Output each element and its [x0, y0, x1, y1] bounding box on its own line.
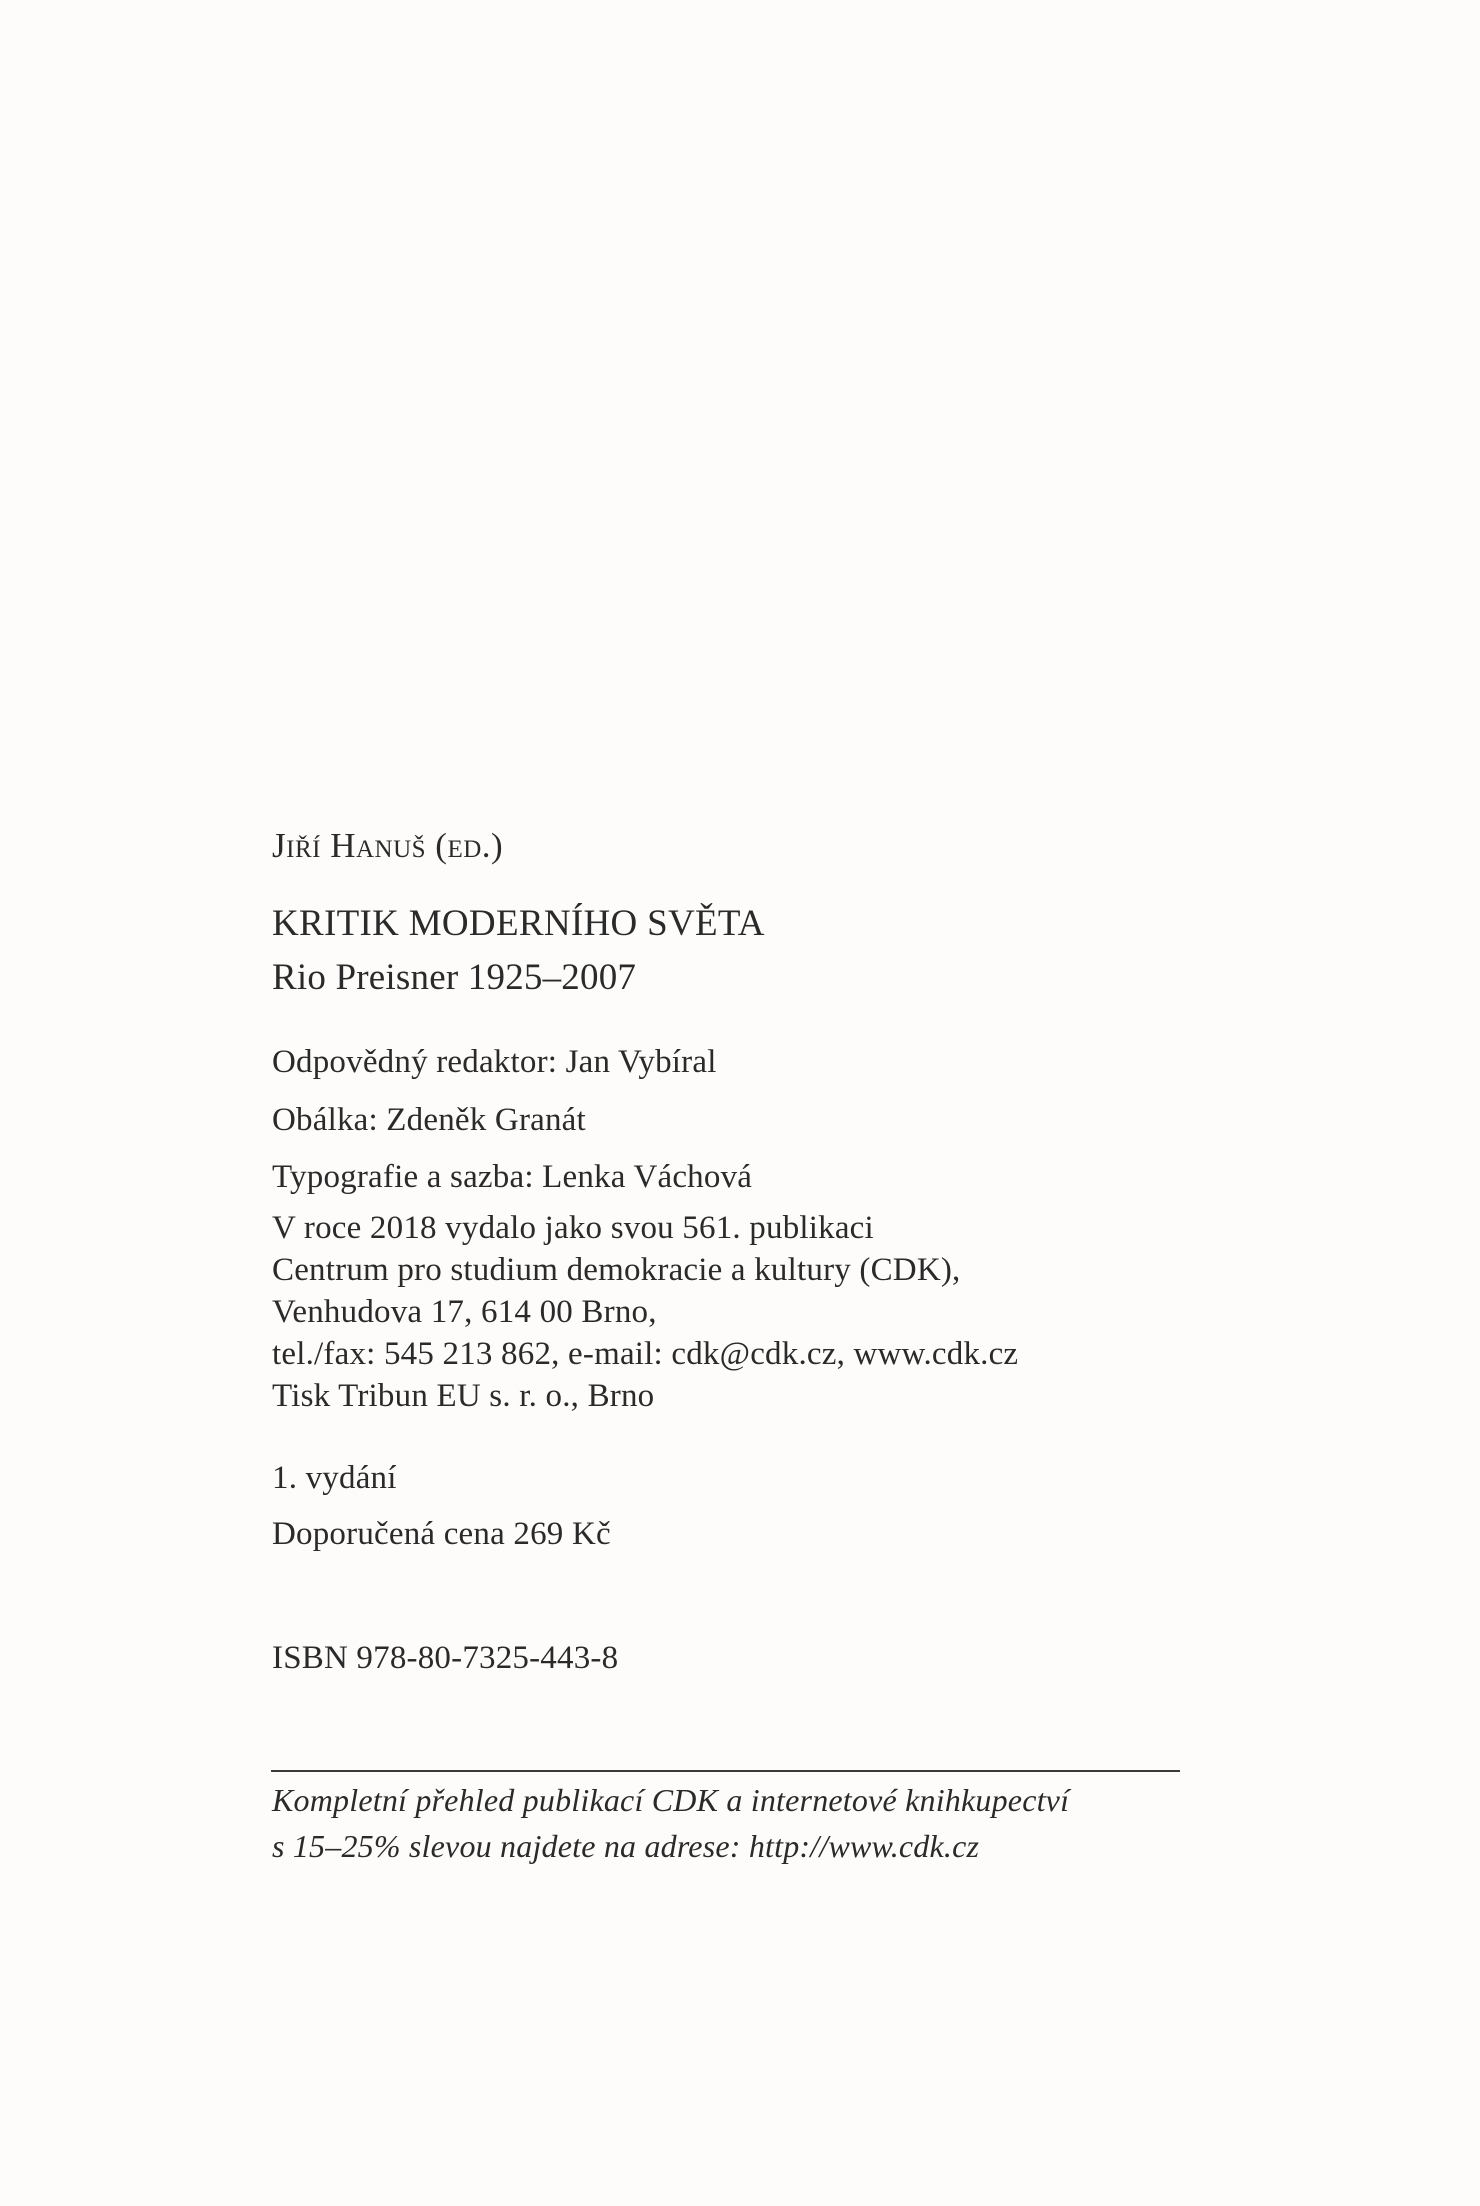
footer-note-line-1: Kompletní přehled publikací CDK a internetové knihkupectví [272, 1782, 1070, 1818]
publisher-line-3: Venhudova 17, 614 00 Brno, [272, 1294, 657, 1330]
publisher-contact: tel./fax: 545 213 862, e-mail: cdk@cdk.cz, www.cdk.cz [272, 1336, 1019, 1372]
isbn: ISBN 978-80-7325-443-8 [272, 1640, 619, 1676]
edition-number: 1. vydání [272, 1460, 397, 1496]
publisher-line-2: Centrum pro studium demokracie a kultury (CDK), [272, 1252, 961, 1288]
recommended-price: Doporučená cena 269 Kč [272, 1516, 611, 1552]
cover-credit: Obálka: Zdeněk Granát [272, 1102, 586, 1138]
book-subtitle: Rio Preisner 1925–2007 [272, 957, 637, 998]
footer-divider [271, 1770, 1180, 1772]
typography-credit: Typografie a sazba: Lenka Váchová [272, 1159, 753, 1195]
publisher-line-1: V roce 2018 vydalo jako svou 561. publikaci [272, 1210, 874, 1246]
printer-line: Tisk Tribun EU s. r. o., Brno [272, 1378, 655, 1414]
editor-credit: Odpovědný redaktor: Jan Vybíral [272, 1044, 717, 1080]
footer-note-line-2: s 15–25% slevou najdete na adrese: http://www.cdk.cz [272, 1828, 980, 1864]
book-title: KRITIK MODERNÍHO SVĚTA [272, 903, 765, 944]
author-line: Jiří Hanuš (ed.) [272, 826, 504, 865]
